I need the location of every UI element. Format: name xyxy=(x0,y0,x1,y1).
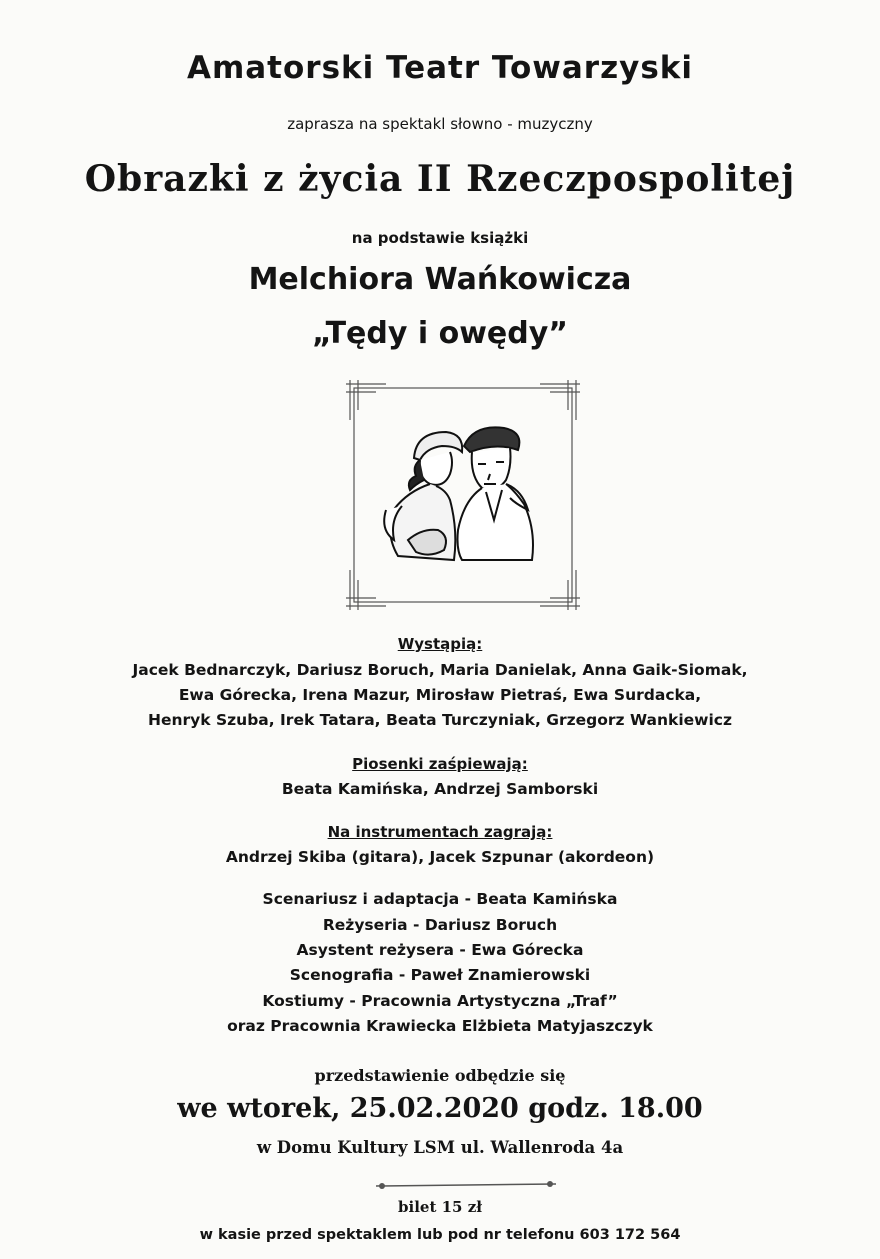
performers-heading: Wystąpią: xyxy=(397,635,483,653)
event-intro: przedstawienie odbędzie się xyxy=(314,1066,566,1085)
performers-line: Ewa Górecka, Irena Mazur, Mirosław Pietraś, Ewa Surdacka, xyxy=(178,686,702,704)
couple-illustration-icon xyxy=(384,427,533,560)
performers-line: Jacek Bednarczyk, Dariusz Boruch, Maria Danielak, Anna Gaik-Siomak, xyxy=(132,661,748,679)
basis-text: na podstawie książki xyxy=(351,229,529,247)
credit-line: Asystent reżysera - Ewa Górecka xyxy=(296,941,584,959)
singers-names: Beata Kamińska, Andrzej Samborski xyxy=(281,780,599,798)
illustration-frame xyxy=(346,380,580,610)
show-title: Obrazki z życia II Rzeczpospolitej xyxy=(84,158,796,200)
musicians-heading: Na instrumentach zagrają: xyxy=(327,823,553,841)
ticket-sale-info: w kasie przed spektaklem lub pod nr telefonu 603 172 564 xyxy=(199,1227,681,1243)
event-datetime: we wtorek, 25.02.2020 godz. 18.00 xyxy=(177,1093,703,1124)
credit-line: Scenariusz i adaptacja - Beata Kamińska xyxy=(262,890,618,908)
singers-heading: Piosenki zaśpiewają: xyxy=(352,755,528,773)
credit-line: Reżyseria - Dariusz Boruch xyxy=(322,916,558,934)
credit-line: oraz Pracownia Krawiecka Elżbieta Matyjaszczyk xyxy=(227,1017,653,1035)
book-title: „Tędy i owędy” xyxy=(311,316,569,351)
performers-line: Henryk Szuba, Irek Tatara, Beata Turczyniak, Grzegorz Wankiewicz xyxy=(148,711,732,729)
ticket-price: bilet 15 zł xyxy=(398,1198,482,1216)
frame-border xyxy=(346,380,580,610)
credit-line: Kostiumy - Pracownia Artystyczna „Traf” xyxy=(262,992,618,1010)
author-name: Melchiora Wańkowicza xyxy=(248,262,632,297)
credit-line: Scenografia - Paweł Znamierowski xyxy=(289,966,591,984)
invitation-text: zaprasza na spektakl słowno - muzyczny xyxy=(287,115,593,133)
musicians-names: Andrzej Skiba (gitara), Jacek Szpunar (akordeon) xyxy=(225,848,655,866)
event-venue: w Domu Kultury LSM ul. Wallenroda 4a xyxy=(256,1138,624,1157)
organizer-name: Amatorski Teatr Towarzyski xyxy=(186,50,694,86)
ornament-divider xyxy=(376,1178,556,1192)
